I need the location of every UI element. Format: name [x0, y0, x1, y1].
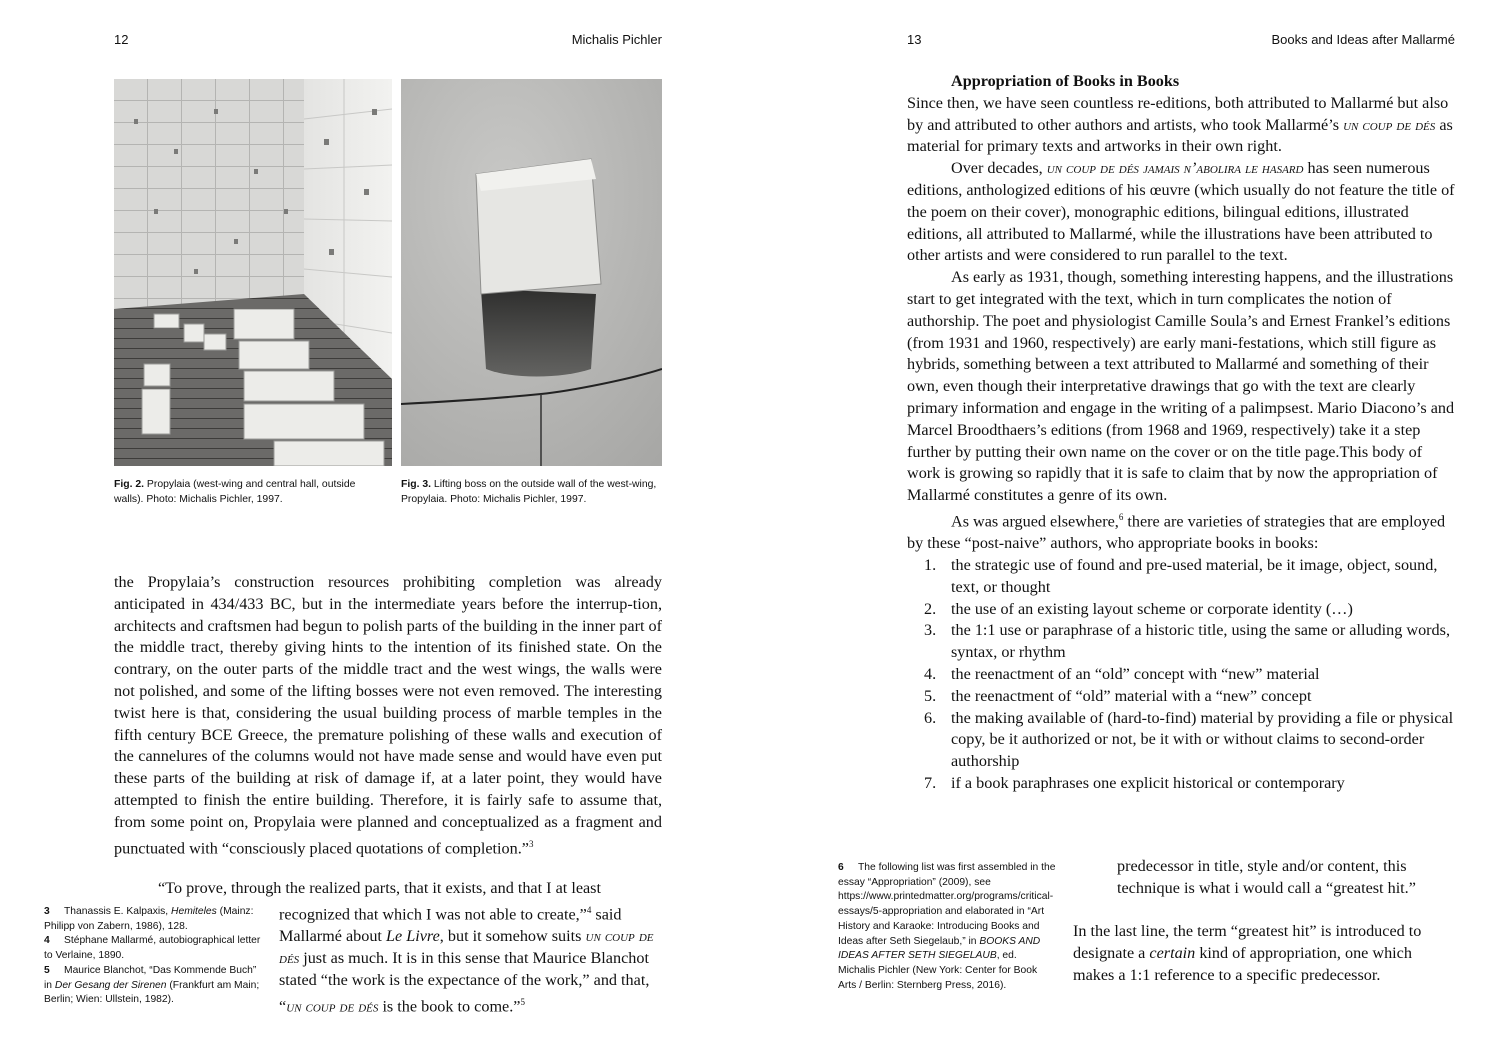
list-item [907, 599, 1455, 621]
p5-text-a: In the last line, the term “greatest hit” is introduced to designate a [1073, 922, 1422, 962]
footnote-text: , ed. Michalis Pichler (New York: Center for Book Arts / Berlin: Sternberg Press, 2016). [838, 950, 1038, 991]
list-text: the strategic use of found and pre-used material, be it image, object, sound, text, or thought [951, 555, 1438, 596]
right-paragraph-3: As early as 1931, though, something interesting happens, and the illustrations start to get integrated with the text, which in turn complicates the notion of authorship. The poet and physiologist Camille Soula’s and Ernest Frankel’s editions (from 1931 and 1960, respectively) are early mani-festations, which still figure as hybrids, something between a text attributed to Mallarmé and something of their own, even though their interpretative drawings that go with the text are clearly primary information and engage in the writing of a palimpsest. Mario Diacono’s and Marcel Broodthaers’s editions (from 1968 and 1969, respectively) take it a step further by putting their own name on the cover or on the title page.This body of work is growing so rapidly that it is safe to claim that by now the appropriation of Mallarmé constitutes a genre of its own. [907, 268, 1455, 505]
list-item [907, 555, 1455, 599]
list-text: the reenactment of an “old” concept with “new” material [951, 664, 1320, 683]
footnote-text: Stéphane Mallarmé, autobiographical letter to Verlaine, 1890. [44, 935, 261, 962]
p4-text-b: there are varieties of strategies that are employed by these “post-naive” authors, who appropriate books in books: [907, 512, 1446, 553]
p1-text-a: Since then, we have seen countless re-editions, both attributed to Mallarmé but also by and attributed to other authors and artists, who took Mallarmé’s [907, 93, 1449, 134]
right-paragraph-4 [907, 507, 1455, 555]
fig2-label: Fig. 2. [114, 479, 145, 490]
list-number: 6. [924, 708, 937, 727]
left-paragraph-1: the Propylaia’s construction resources prohibiting completion was already anticipated in 434/433 BC, but in the intermediate years before the interrup-tion, architects and craftsmen had begun to polish parts of the building in the inner part of the middle tract, thereby giving hints to the intention of its finished state. On the contrary, on the outer parts of the middle tract and the west wings, the walls were not polished, and some of the lifting bosses were not even removed. The interesting twist here is that, considering the usual building process of marble temples in the fifth century BCE Greece, the premature polishing of these walls and execution of the cannelures of the columns would not have made sense and would have even put these parts of the building at risk of damage if, at a later point, they would have attempted to finish the entire building. Therefore, it is fairly safe to assume that, from some point on, Propylaia were planned and conceptualized as a fragment and punctuated with “consciously placed quotations of completion.” [114, 573, 662, 857]
coup-de-des-full-title: un coup de dés jamais n’abolira le hasard [1046, 159, 1304, 178]
list-number: 1. [924, 555, 937, 574]
p2-text-e: is the book to come.” [378, 996, 521, 1015]
footnote-number: 4 [44, 935, 50, 947]
right-paragraph-2 [907, 158, 1455, 267]
footnote-3 [44, 905, 266, 934]
footnote-text: The following list was first assembled in the essay “Appropriation” (2009), see https://www.printedmatter.org/programs/critical-essays/5-appropriation and elaborated in “Art History and Karaoke: Introducing Books and Ideas after Seth Siegelaub,” in [838, 862, 1056, 947]
fig3-text: Lifting boss on the outside wall of the west-wing, Propylaia. Photo: Michalis Pichler, 1997. [401, 479, 657, 505]
left-page-number: 12 [114, 32, 129, 47]
footnote-ref-6: 6 [1118, 511, 1124, 522]
certain-italic: certain [1149, 943, 1196, 962]
right-paragraph-5 [1073, 921, 1453, 986]
footnote-text: Thanassis E. Kalpaxis, [64, 906, 172, 917]
list-number: 7. [924, 773, 937, 792]
p2-text-a: recognized that which I was not able to create,” [279, 905, 587, 924]
left-paragraph-2-rest [279, 900, 663, 1018]
le-livre-title: Le Livre [385, 927, 440, 946]
left-body-paragraph [114, 572, 662, 860]
footnote-text: (Frankfurt am Main; Berlin; Wien: Ullstein, 1982). [44, 979, 260, 1006]
coup-de-des-title-1: un coup de dés [279, 927, 654, 967]
coup-de-des-title-3: un coup de dés [1343, 115, 1436, 134]
list-text: if a book paraphrases one explicit historical or contemporary [951, 773, 1345, 792]
right-page-number: 13 [907, 32, 922, 47]
list-text: the making available of (hard-to-find) material by providing a file or physical copy, be it authorized or not, be it with or without claims to second-order authorship [951, 708, 1454, 771]
p5-text-b: kind of appropriation, one which makes a 1:1 reference to a specific predecessor. [1073, 943, 1412, 984]
list-number: 5. [924, 686, 937, 705]
propylaia-hall-image [114, 79, 392, 466]
list-text: the 1:1 use or paraphrase of a historic title, using the same or alluding words, syntax, or rhythm [951, 621, 1450, 662]
p2-text-c: , but it somehow suits [439, 927, 586, 946]
list-item [907, 686, 1455, 708]
footnote-ref-5: 5 [520, 996, 525, 1007]
footnote-italic: Hemiteles [171, 906, 217, 917]
footnote-text: Maurice Blanchot, “Das Kommende Buch” in [44, 964, 257, 991]
strategies-list [907, 555, 1455, 795]
fig2-text: Propylaia (west-wing and central hall, outside walls). Photo: Michalis Pichler, 1997. [114, 479, 356, 505]
footnote-italic: Der Gesang der Sirenen [54, 979, 167, 991]
footnote-number: 5 [44, 964, 50, 976]
fig3-caption [401, 478, 659, 507]
footnote-ref-3: 3 [528, 838, 534, 849]
list-number: 4. [924, 664, 937, 683]
left-footnotes [44, 905, 266, 1008]
p2-text-b: said Mallarmé about [279, 905, 622, 946]
p4-text-a: As was argued elsewhere, [951, 512, 1119, 531]
footnote-5 [44, 964, 266, 1008]
list-item [907, 708, 1455, 773]
fig2-caption [114, 478, 364, 507]
footnote-text: (Mainz: Philipp von Zabern, 1986), 128. [44, 906, 254, 932]
footnote-italic: BOOKS AND IDEAS AFTER SETH SIEGELAUB [838, 935, 1041, 962]
footnote-number: 6 [838, 862, 844, 873]
list-item-7-continued: predecessor in title, style and/or content, this technique is what i would call a “greatest hit.” [1117, 857, 1416, 897]
list-item [907, 620, 1455, 664]
footnote-4 [44, 934, 266, 963]
p1-text-b: as material for primary texts and artworks in their own right. [907, 115, 1453, 156]
right-paragraph-1 [907, 93, 1455, 158]
left-paragraph-2-first-line: “To prove, through the realized parts, that it exists, and that I at least [158, 879, 601, 897]
section-title: Appropriation of Books in Books [951, 72, 1180, 90]
propylaia-hall-photo [114, 79, 392, 466]
lifting-boss-photo [401, 79, 662, 466]
list-text: the reenactment of “old” material with a “new” concept [951, 686, 1312, 705]
list-number: 3. [924, 621, 937, 640]
list-text: the use of an existing layout scheme or corporate identity (…) [951, 599, 1353, 618]
lifting-boss-image [401, 79, 662, 466]
coup-de-des-title-2: un coup de dés [286, 996, 379, 1015]
p2r-text-a: Over decades, [951, 159, 1047, 178]
right-body [907, 71, 1455, 795]
list-item-7 [907, 773, 1455, 795]
left-running-head: Michalis Pichler [571, 32, 662, 47]
footnote-number: 3 [44, 906, 50, 917]
p2r-text-b: has seen numerous editions, anthologized editions of his œuvre (which usually do not feature the title of the poem on their cover), monographic editions, bilingual editions, illustrated editions, all attributed to Mallarmé, while the illustrations have been attributed to other artists and were considered to run parallel to the text. [907, 159, 1455, 265]
list-item [907, 664, 1455, 686]
footnote-6 [838, 861, 1056, 993]
p2-text-d: just as much. It is in this sense that Maurice Blanchot stated “the work is the expectance of the work,” and that, “ [279, 948, 650, 1015]
footnote-ref-4: 4 [586, 905, 592, 915]
fig3-label: Fig. 3. [401, 479, 432, 490]
list-number: 2. [924, 599, 937, 618]
right-running-head: Books and Ideas after Mallarmé [1271, 32, 1455, 47]
